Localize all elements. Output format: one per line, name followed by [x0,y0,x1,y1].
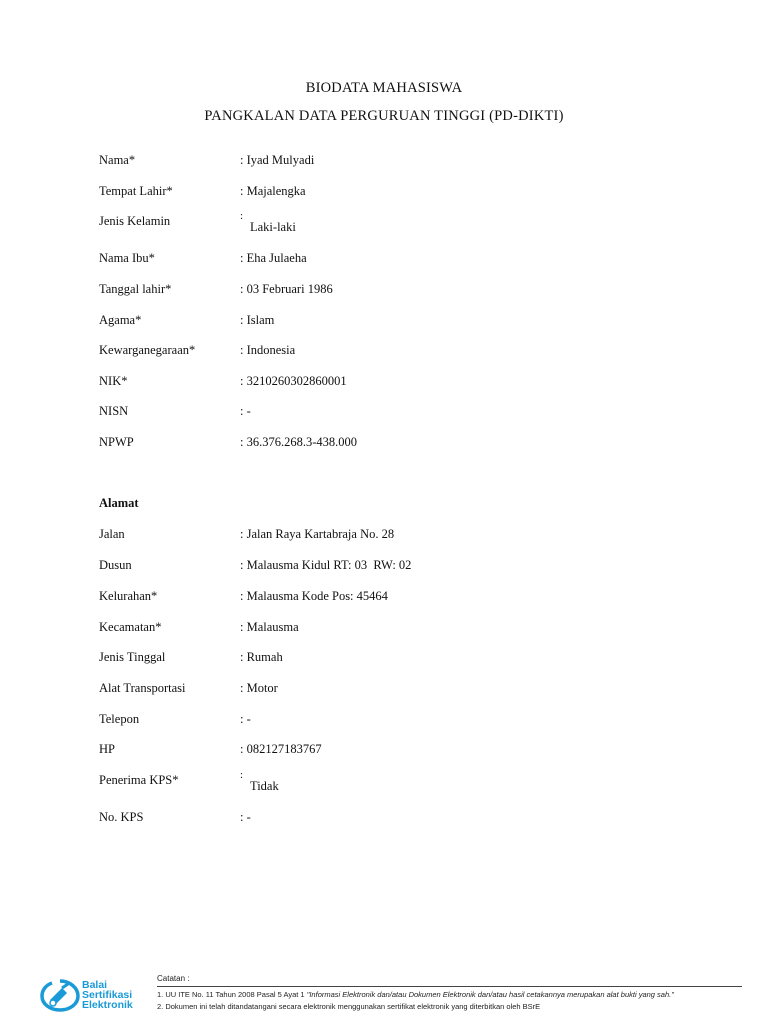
field-label: Jalan [99,527,125,541]
field-value: : Motor [240,681,278,695]
bsre-logo [40,978,140,1018]
page-subtitle: PANGKALAN DATA PERGURUAN TINGGI (PD-DIKTI) [204,108,564,124]
field-value: : 03 Februari 1986 [240,282,333,296]
field-value: : Majalengka [240,184,306,198]
field-label: Penerima KPS* [99,773,179,787]
field-label: Kelurahan* [99,589,158,603]
field-value: : - [240,404,251,418]
field-label: Alat Transportasi [99,681,186,695]
field-value: : - [240,810,251,824]
logo-line: Balai [82,979,108,991]
field-label: Nama Ibu* [99,251,155,265]
field-value: : Indonesia [240,343,296,357]
field-value: : Iyad Mulyadi [240,153,315,167]
field-value: : Malausma Kidul RT: 03 RW: 02 [240,558,412,572]
field-value: : Malausma Kode Pos: 45464 [240,589,388,603]
bsre-logo-text [82,980,133,1010]
field-value: : Islam [240,313,275,327]
field-label: No. KPS [99,810,144,824]
footer-divider [157,986,742,987]
field-label: Jenis Tinggal [99,650,166,664]
field-label: Kecamatan* [99,620,162,634]
field-value: : - [240,712,251,726]
footer-note-1 [157,990,674,999]
field-label: Tempat Lahir* [99,184,173,198]
field-label: Dusun [99,558,132,572]
field-label: HP [99,742,115,756]
field-value: : 36.376.268.3-438.000 [240,435,358,449]
field-value: : Eha Julaeha [240,251,307,265]
field-label: NIK* [99,374,128,388]
field-label: Nama* [99,153,136,167]
logo-line: Sertifikasi [82,989,133,1001]
field-colon: : [240,210,244,222]
footer-note-2: 2. Dokumen ini telah ditandatangani secara elektronik menggunakan sertifikat elektronik yang diterbitkan oleh BSrE [157,1002,541,1011]
field-value-text: Laki-laki [250,220,296,234]
field-value-text: Tidak [250,779,279,793]
bsre-logo-icon [40,978,80,1012]
field-label: Kewarganegaraan* [99,343,196,357]
field-value: : Jalan Raya Kartabraja No. 28 [240,527,395,541]
field-label: Tanggal lahir* [99,282,172,296]
field-value: : Rumah [240,650,283,664]
field-value: : 082127183767 [240,742,322,756]
field-label: Agama* [99,313,142,327]
footer-catatan: Catatan : [157,974,190,983]
field-value: : Malausma [240,620,299,634]
field-value: : 3210260302860001 [240,374,347,388]
note-text: 1. UU ITE No. 11 Tahun 2008 Pasal 5 Ayat 1 [157,990,307,999]
field-label: Jenis Kelamin [99,214,171,228]
page-title: BIODATA MAHASISWA [305,80,463,96]
section-heading-alamat: Alamat [99,496,139,510]
field-label: NISN [99,404,129,418]
note-quote: "Informasi Elektronik dan/atau Dokumen Elektronik dan/atau hasil cetakannya merupakan alat bukti yang sah." [306,990,674,999]
footer [0,960,768,1024]
logo-line: Elektronik [82,999,133,1011]
field-label: Telepon [99,712,140,726]
field-colon: : [240,769,244,781]
field-label: NPWP [99,435,134,449]
